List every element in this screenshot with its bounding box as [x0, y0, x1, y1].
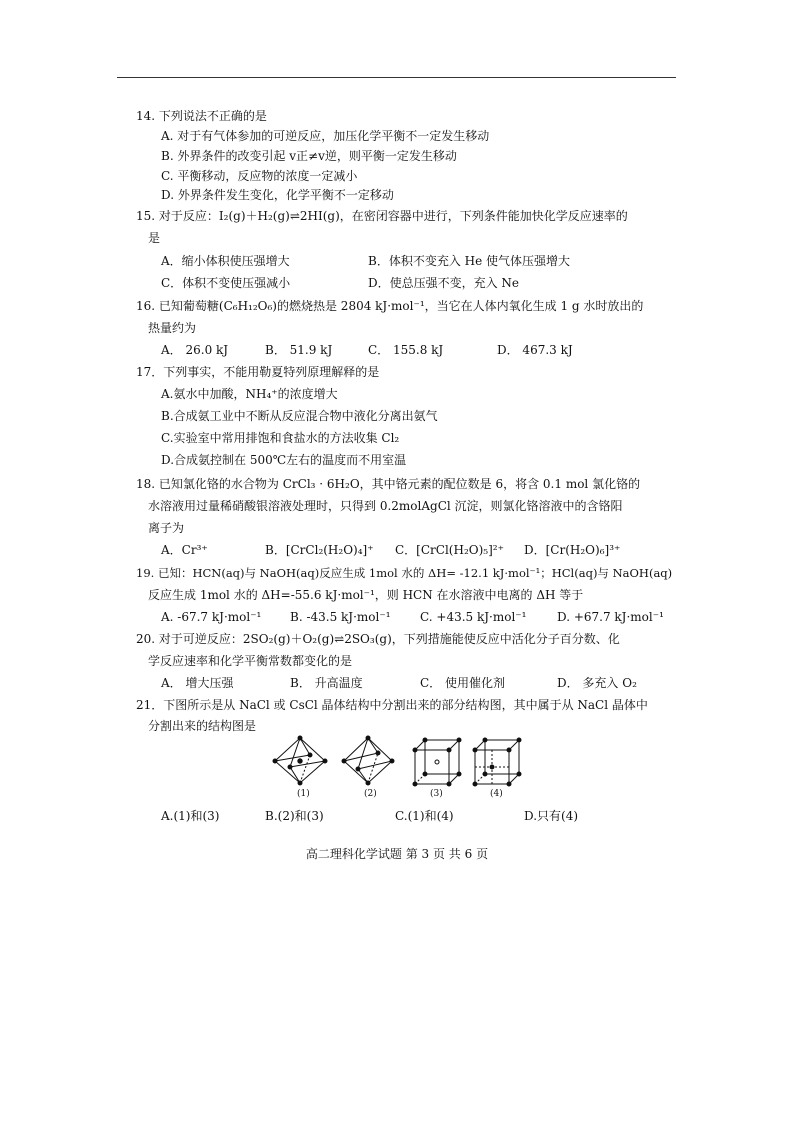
figure-2-label: (2) [364, 789, 377, 799]
q14-stem: 14. 下列说法不正确的是 [136, 109, 267, 123]
q18-stem: 18. 已知氯化铬的水合物为 CrCl₃ · 6H₂O，其中铬元素的配位数是 6，将含 0.1 mol 氯化铬的 [136, 477, 641, 491]
q18-stem-cont: 水溶液用过量稀硝酸银溶液处理时，只得到 0.2molAgCl 沉淀，则氯化铬溶液中的含铬阳 [148, 499, 623, 513]
q15-option-d: D．使总压强不变，充入 Ne [368, 276, 520, 290]
header-rule [117, 77, 676, 78]
q20-option-d: D． 多充入 O₂ [557, 676, 637, 690]
q15-option-a: A．缩小体积使压强增大 [161, 254, 290, 268]
q19-option-a: A. -67.7 kJ·mol⁻¹ [161, 610, 262, 624]
q15-stem: 15. 对于反应：I₂(g)＋H₂(g)⇌2HI(g)，在密闭容器中进行，下列条件能加快化学反应速率的 [136, 209, 628, 223]
figure-1-label: (1) [297, 789, 310, 799]
q15-option-c: C．体积不变使压强减小 [161, 276, 291, 290]
crystal-structure-figures [270, 733, 530, 806]
q18-option-d: D．[Cr(H₂O)₆]³⁺ [524, 543, 621, 557]
q16-stem: 16. 已知葡萄糖(C₆H₁₂O₆)的燃烧热是 2804 kJ·mol⁻¹，当它在人体内氧化生成 1 g 水时放出的 [136, 299, 644, 313]
figure-4-cube [473, 738, 521, 786]
q16-stem-cont: 热量约为 [148, 321, 197, 335]
q20-stem-cont: 学反应速率和化学平衡常数都变化的是 [148, 654, 353, 668]
figure-2-octahedron [342, 736, 394, 785]
q20-option-b: B． 升高温度 [290, 676, 363, 690]
q14-option-d: D. 外界条件发生变化，化学平衡不一定移动 [161, 188, 394, 202]
figure-3-label: (3) [430, 789, 443, 799]
q20-option-a: A． 增大压强 [161, 676, 234, 690]
q16-option-c: C． 155.8 kJ [368, 343, 444, 357]
q16-option-b: B． 51.9 kJ [265, 343, 333, 357]
figure-3-cube-body-centered [413, 738, 461, 786]
q19-option-b: B. -43.5 kJ·mol⁻¹ [290, 610, 391, 624]
q14-option-b: B. 外界条件的改变引起 v正≠v逆，则平衡一定发生移动 [161, 149, 457, 163]
q21-option-d: D.只有(4) [524, 809, 579, 823]
q21-option-c: C.(1)和(4) [395, 809, 454, 823]
q14-option-a: A. 对于有气体参加的可逆反应，加压化学平衡不一定发生移动 [161, 129, 490, 143]
q19-stem-cont: 反应生成 1mol 水的 ΔH=-55.6 kJ·mol⁻¹，则 HCN 在水溶液中电离的 ΔH 等于 [148, 588, 584, 602]
q16-option-a: A． 26.0 kJ [161, 343, 229, 357]
q18-option-c: C．[CrCl(H₂O)₅]²⁺ [395, 543, 504, 557]
q17-option-b: B.合成氨工业中不断从反应混合物中液化分离出氨气 [161, 409, 438, 423]
q21-stem: 21．下图所示是从 NaCl 或 CsCl 晶体结构中分割出来的部分结构图，其中属于从 NaCl 晶体中 [136, 698, 648, 712]
q19-stem: 19. 已知：HCN(aq)与 NaOH(aq)反应生成 1mol 水的 ΔH= -12.1 kJ·mol⁻¹；HCl(aq)与 NaOH(aq) [136, 566, 673, 580]
q15-option-b: B．体积不变充入 He 使气体压强增大 [368, 254, 571, 268]
q18-stem-cont2: 离子为 [148, 521, 185, 535]
q21-option-a: A.(1)和(3) [161, 809, 220, 823]
q19-option-c: C. +43.5 kJ·mol⁻¹ [420, 610, 527, 624]
q20-option-c: C． 使用催化剂 [420, 676, 505, 690]
q19-option-d: D. +67.7 kJ·mol⁻¹ [557, 610, 664, 624]
q17-option-c: C.实验室中常用排饱和食盐水的方法收集 Cl₂ [161, 431, 400, 445]
q21-option-b: B.(2)和(3) [265, 809, 324, 823]
q14-option-c: C. 平衡移动，反应物的浓度一定减小 [161, 169, 358, 183]
page-footer: 高二理科化学试题 第 3 页 共 6 页 [305, 847, 489, 861]
figure-1-octahedron [273, 736, 327, 785]
q17-option-d: D.合成氨控制在 500℃左右的温度而不用室温 [161, 453, 407, 467]
q21-stem-cont: 分割出来的结构图是 [148, 719, 257, 733]
q17-stem: 17．下列事实，不能用勒夏特列原理解释的是 [136, 365, 380, 379]
figure-4-label: (4) [490, 789, 503, 799]
q18-option-a: A．Cr³⁺ [161, 543, 208, 557]
q18-option-b: B．[CrCl₂(H₂O)₄]⁺ [265, 543, 374, 557]
q17-option-a: A.氨水中加酸，NH₄⁺的浓度增大 [161, 387, 338, 401]
q15-stem-cont: 是 [148, 231, 161, 245]
q20-stem: 20. 对于可逆反应：2SO₂(g)＋O₂(g)⇌2SO₃(g)，下列措施能使反应中活化分子百分数、化 [136, 632, 620, 646]
q16-option-d: D． 467.3 kJ [497, 343, 573, 357]
